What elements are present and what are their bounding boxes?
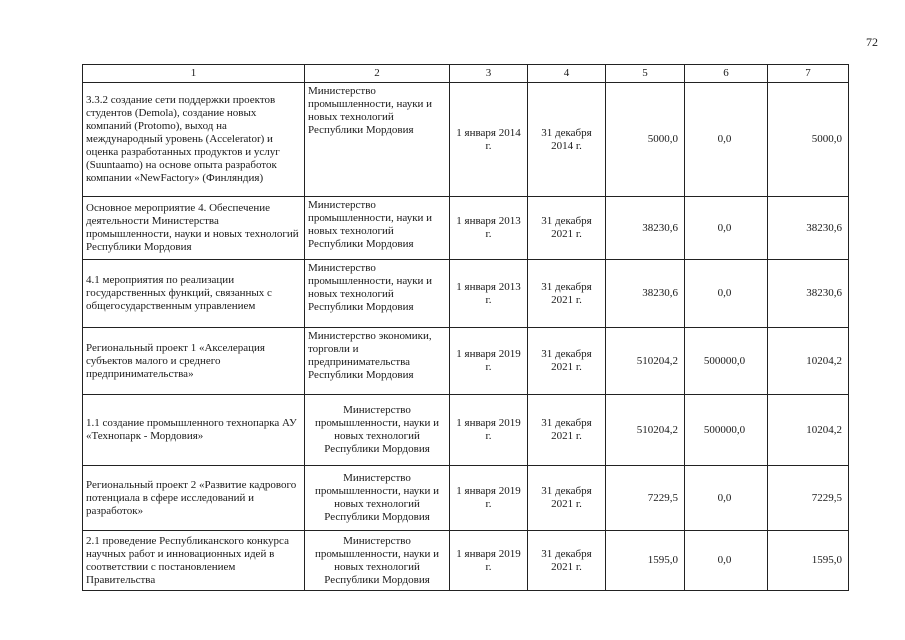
header-cell: 5 xyxy=(606,65,685,83)
activity-name-cell: Основное мероприятие 4. Обеспечение деятельности Министерства промышленности, науки и новых технологий Республики Мордовия xyxy=(83,197,305,260)
start-date-cell: 1 января 2013 г. xyxy=(450,197,528,260)
executor-cell: Министерство промышленности, науки и новых технологий Республики Мордовия xyxy=(305,466,450,531)
activity-name-cell: 1.1 создание промышленного технопарка АУ «Технопарк - Мордовия» xyxy=(83,395,305,466)
activity-name-cell: Региональный проект 2 «Развитие кадрового потенциала в сфере исследований и разработок» xyxy=(83,466,305,531)
end-date-cell: 31 декабря 2021 г. xyxy=(528,197,606,260)
end-date-cell: 31 декабря 2014 г. xyxy=(528,83,606,197)
amount-col7-cell: 7229,5 xyxy=(768,466,849,531)
table-row xyxy=(83,466,849,531)
start-date-cell: 1 января 2019 г. xyxy=(450,328,528,395)
total-amount-cell: 1595,0 xyxy=(606,531,685,591)
table-row xyxy=(83,83,849,197)
table-row xyxy=(83,328,849,395)
start-date-cell: 1 января 2014 г. xyxy=(450,83,528,197)
total-amount-cell: 510204,2 xyxy=(606,395,685,466)
program-table xyxy=(82,64,849,591)
end-date-cell: 31 декабря 2021 г. xyxy=(528,328,606,395)
amount-col7-cell: 5000,0 xyxy=(768,83,849,197)
activity-name-cell: Региональный проект 1 «Акселерация субъектов малого и среднего предпринимательства» xyxy=(83,328,305,395)
header-cell: 4 xyxy=(528,65,606,83)
total-amount-cell: 38230,6 xyxy=(606,260,685,328)
end-date-cell: 31 декабря 2021 г. xyxy=(528,466,606,531)
amount-col7-cell: 38230,6 xyxy=(768,260,849,328)
activity-name-cell: 2.1 проведение Республиканского конкурса научных работ и инновационных идей в соответствии с постановлением Правительства xyxy=(83,531,305,591)
executor-cell: Министерство промышленности, науки и новых технологий Республики Мордовия xyxy=(305,197,450,260)
total-amount-cell: 7229,5 xyxy=(606,466,685,531)
start-date-cell: 1 января 2019 г. xyxy=(450,466,528,531)
amount-col6-cell: 0,0 xyxy=(685,83,768,197)
header-cell: 7 xyxy=(768,65,849,83)
header-cell: 6 xyxy=(685,65,768,83)
table-row xyxy=(83,260,849,328)
amount-col7-cell: 38230,6 xyxy=(768,197,849,260)
page-number: 72 xyxy=(866,35,878,49)
executor-cell: Министерство промышленности, науки и новых технологий Республики Мордовия xyxy=(305,395,450,466)
end-date-cell: 31 декабря 2021 г. xyxy=(528,531,606,591)
amount-col7-cell: 1595,0 xyxy=(768,531,849,591)
end-date-cell: 31 декабря 2021 г. xyxy=(528,260,606,328)
start-date-cell: 1 января 2019 г. xyxy=(450,395,528,466)
header-cell: 1 xyxy=(83,65,305,83)
executor-cell: Министерство экономики, торговли и предпринимательства Республики Мордовия xyxy=(305,328,450,395)
total-amount-cell: 5000,0 xyxy=(606,83,685,197)
header-cell: 2 xyxy=(305,65,450,83)
amount-col6-cell: 0,0 xyxy=(685,197,768,260)
header-cell: 3 xyxy=(450,65,528,83)
table-row xyxy=(83,531,849,591)
amount-col6-cell: 500000,0 xyxy=(685,328,768,395)
header-row xyxy=(83,65,849,83)
amount-col7-cell: 10204,2 xyxy=(768,328,849,395)
amount-col6-cell: 0,0 xyxy=(685,260,768,328)
activity-name-cell: 3.3.2 создание сети поддержки проектов студентов (Demola), создание новых компаний (Protomo), выход на международный уровень (Accelerator) и оценка разработанных продуктов и услуг (Suuntaamo) на основе опыта разработок компании «NewFactory» (Финляндия) xyxy=(83,83,305,197)
table-row xyxy=(83,197,849,260)
activity-name-cell: 4.1 мероприятия по реализации государственных функций, связанных с общегосударственным управлением xyxy=(83,260,305,328)
executor-cell: Министерство промышленности, науки и новых технологий Республики Мордовия xyxy=(305,83,450,197)
amount-col7-cell: 10204,2 xyxy=(768,395,849,466)
executor-cell: Министерство промышленности, науки и новых технологий Республики Мордовия xyxy=(305,260,450,328)
start-date-cell: 1 января 2019 г. xyxy=(450,531,528,591)
total-amount-cell: 38230,6 xyxy=(606,197,685,260)
amount-col6-cell: 0,0 xyxy=(685,531,768,591)
amount-col6-cell: 500000,0 xyxy=(685,395,768,466)
end-date-cell: 31 декабря 2021 г. xyxy=(528,395,606,466)
table-row xyxy=(83,395,849,466)
executor-cell: Министерство промышленности, науки и новых технологий Республики Мордовия xyxy=(305,531,450,591)
start-date-cell: 1 января 2013 г. xyxy=(450,260,528,328)
total-amount-cell: 510204,2 xyxy=(606,328,685,395)
amount-col6-cell: 0,0 xyxy=(685,466,768,531)
